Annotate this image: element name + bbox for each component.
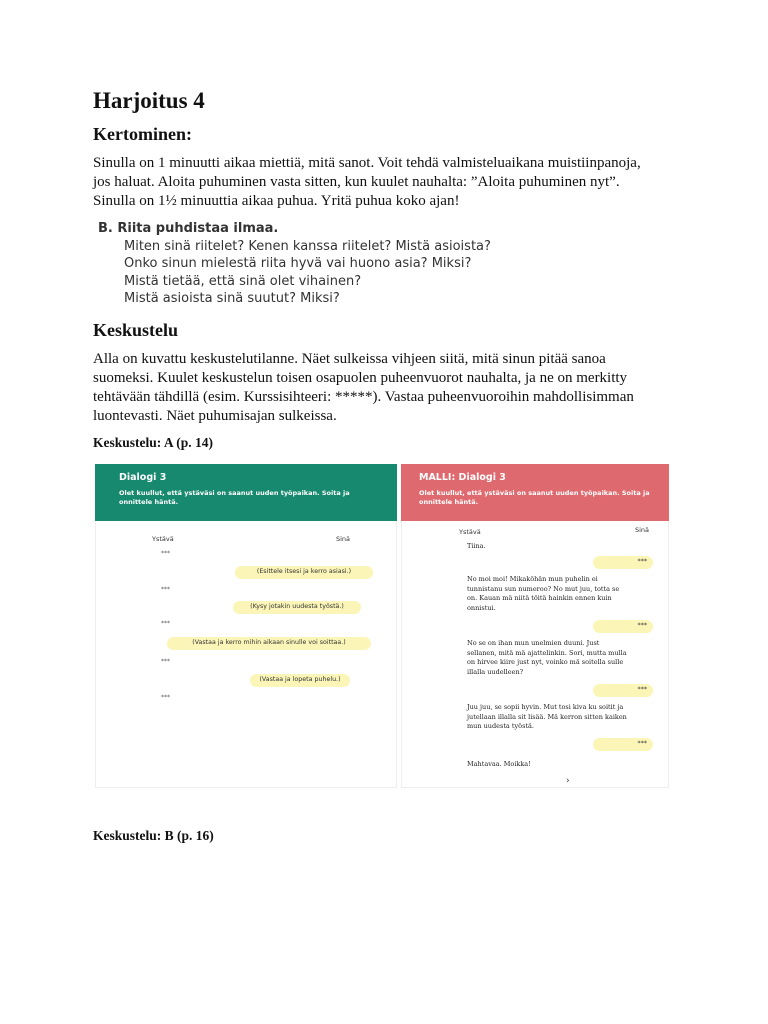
answer-stars: *** <box>637 622 647 629</box>
answer-bubble <box>593 738 653 751</box>
answer-stars: *** <box>637 686 647 693</box>
answer-bubble <box>593 620 653 633</box>
task-question: Mistä tietää, että sinä olet vihainen? <box>124 273 362 289</box>
column-label-you: Sinä <box>635 526 650 534</box>
text-line: luontevasti. Näet puhumisajan sulkeissa. <box>93 408 337 424</box>
reply-line: illalla uudelleen? <box>467 667 524 676</box>
friend-reply <box>467 575 637 613</box>
reply-line: No moi moi! Mikaköhän mun puhelin ei <box>467 575 598 583</box>
friend-reply: Tiina. <box>467 542 486 550</box>
answer-stars: *** <box>637 558 647 565</box>
column-label-friend: Ystävä <box>459 528 481 536</box>
text-line: Sinulla on 1 minuutti aikaa miettiä, mitä sanot. Voit tehdä valmisteluaikana muistiinpanoja, <box>93 155 641 171</box>
subheading-b: Keskustelu: B (p. 16) <box>93 828 214 843</box>
book-page-malli <box>401 464 669 788</box>
dialog-header-band <box>95 464 397 521</box>
friend-line-stars: *** <box>161 586 170 593</box>
scanned-task-box <box>98 220 491 308</box>
task-box-title: B. Riita puhdistaa ilmaa. <box>98 221 279 236</box>
prompt-bubble: (Vastaa ja kerro mihin aikaan sinulle voi soittaa.) <box>167 637 371 650</box>
instructions-paragraph <box>93 154 641 211</box>
dialog-title: Dialogi 3 <box>119 472 167 483</box>
answer-bubble <box>593 684 653 697</box>
book-page-dialogi <box>95 464 397 788</box>
conversation-instructions <box>93 350 634 426</box>
friend-reply: Mahtavaa. Moikka! <box>467 760 531 768</box>
dialog-instruction: Olet kuullut, että ystäväsi on saanut uuden työpaikan. Soita ja onnittele häntä. <box>419 489 650 506</box>
friend-line-stars: *** <box>161 694 170 701</box>
reply-line: mun uudesta työstä. <box>467 722 534 730</box>
subheading-a: Keskustelu: A (p. 14) <box>93 435 214 450</box>
text-line: jos haluat. Aloita puhuminen vasta sitten, kun kuulet nauhalta: ”Aloita puhuminen nyt”. <box>93 174 620 190</box>
reply-line: tunnistanu sun numeroo? No mut juu, totta se <box>467 584 620 593</box>
prompt-bubble: (Esittele itsesi ja kerro asiasi.) <box>235 566 373 579</box>
answer-stars: *** <box>637 740 647 747</box>
prompt-bubble: (Vastaa ja lopeta puhelu.) <box>250 674 350 687</box>
text-line: Sinulla on 1½ minuuttia aikaa puhua. Yritä puhua koko ajan! <box>93 193 460 209</box>
task-question: Mistä asioista sinä suutut? Miksi? <box>124 291 340 306</box>
prompt-bubble: (Kysy jotakin uudesta työstä.) <box>233 601 361 614</box>
friend-line-stars: *** <box>161 550 170 557</box>
reply-line: on hirvee kiire just nyt, voinko mä soitella sulle <box>467 658 624 666</box>
friend-line-stars: *** <box>161 658 170 665</box>
dialog-header-band <box>401 464 669 521</box>
friend-line-stars: *** <box>161 620 170 627</box>
text-line: tehtävään tähdillä (esim. Kurssisihteeri: *****). Vastaa puheenvuoroihin mahdollisimman <box>93 389 634 405</box>
section-title-keskustelu: Keskustelu <box>93 320 179 340</box>
task-question: Onko sinun mielestä riita hyvä vai huono asia? Miksi? <box>124 256 472 271</box>
reply-line: sellanen, mitä mä ajattelinkin. Sori, mutta mulla <box>467 648 627 657</box>
answer-bubble <box>593 556 653 569</box>
text-line: Alla on kuvattu keskustelutilanne. Näet sulkeissa vihjeen siitä, mitä sinun pitää sanoa <box>93 351 606 367</box>
friend-reply <box>467 639 637 677</box>
text-line: suomeksi. Kuulet keskustelun toisen osapuolen puheenvuorot nauhalta, ja ne on merkitty <box>93 370 628 386</box>
reply-line: Juu juu, se sopii hyvin. Mut tosi kiva ku soitit ja <box>467 703 624 711</box>
task-question: Miten sinä riitelet? Kenen kanssa riitelet? Mistä asioista? <box>124 238 491 254</box>
reply-line: No se on ihan mun unelmien duuni. Just <box>467 639 600 647</box>
reply-line: onnistui. <box>467 603 496 612</box>
section-title-kertominen: Kertominen: <box>93 124 192 144</box>
friend-reply <box>467 703 637 732</box>
column-label-you: Sinä <box>336 535 351 543</box>
page-title: Harjoitus 4 <box>93 88 205 113</box>
reply-line: on. Kauan mä niitä töitä hainkin ennen kuin <box>467 594 612 602</box>
dialog-instruction: Olet kuullut, että ystäväsi on saanut uuden työpaikan. Soita ja onnittele häntä. <box>119 489 350 506</box>
next-arrow-icon: › <box>566 776 570 786</box>
dialog-title: MALLI: Dialogi 3 <box>419 472 506 483</box>
reply-line: jutellaan illalla sit lisää. Mä kerron sitten kaiken <box>467 712 627 721</box>
column-label-friend: Ystävä <box>152 535 174 543</box>
